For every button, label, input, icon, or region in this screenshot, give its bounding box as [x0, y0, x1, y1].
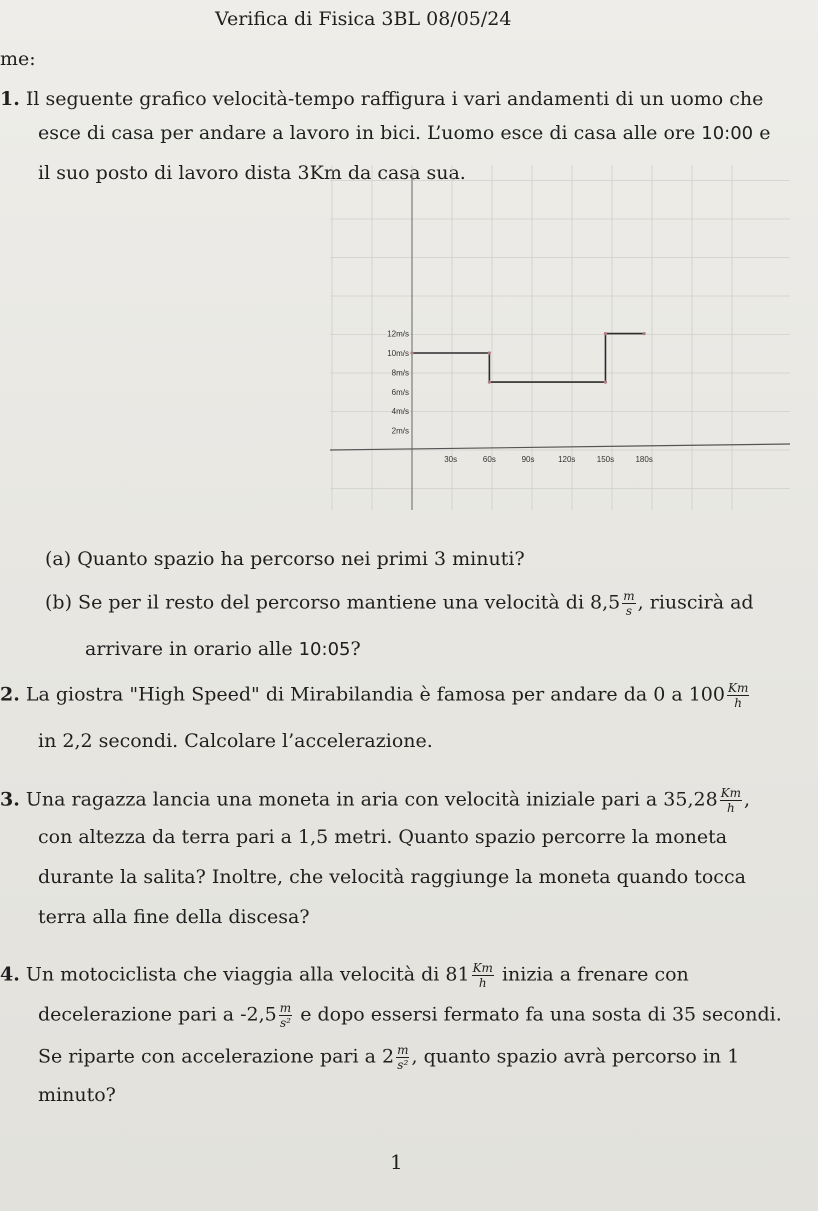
chart-y-ticks	[387, 330, 409, 436]
q1a-text: Quanto spazio ha percorso nei primi 3 minuti?	[77, 548, 525, 570]
q3-line3: durante la salita? Inoltre, che velocità raggiunge la moneta quando tocca	[38, 866, 746, 888]
q4-unit1: $\frac{Km}{h}$	[472, 961, 493, 990]
q1-text-1: Il seguente grafico velocità-tempo raffigura i vari andamenti di un uomo che	[25, 88, 764, 110]
q1b	[45, 590, 754, 617]
q4-line3: Se riparte con accelerazione pari a 2 $\frac{m}{\text{s²}}$ , quanto spazio avrà percorso in 1	[38, 1043, 740, 1072]
q3-unit: $\frac{Km}{h}$	[720, 786, 742, 815]
q1-line3: il suo posto di lavoro dista 3Km da casa sua.	[38, 162, 466, 184]
q1-line2	[38, 122, 770, 145]
q4-unit2: $\frac{m}{\text{s²}}$	[279, 1001, 292, 1030]
x-tick-label: 120s	[558, 455, 576, 464]
page-number: 1	[390, 1150, 403, 1174]
q2-number: 2.	[0, 683, 20, 706]
q1-text-2a: esce di casa per andare a lavoro in bici. L’uomo esce di casa alle ore	[38, 122, 696, 144]
series-point	[488, 351, 491, 354]
q1b-text-post: , riuscirà ad	[637, 591, 754, 614]
velocity-time-chart	[330, 165, 790, 510]
y-tick-label: 4m/s	[391, 407, 409, 417]
q1-line1	[0, 88, 763, 111]
q1-time: 10:00	[701, 123, 754, 144]
q1b-unit: $\frac{m}{s}$	[623, 589, 635, 618]
x-tick-label: 150s	[596, 455, 615, 464]
y-tick-label: 8m/s	[391, 368, 409, 378]
q4-line2: decelerazione pari a -2,5 $\frac{m}{\text{s²}}$ e dopo essersi fermato fa una sosta di 35 secondi.	[38, 1001, 782, 1030]
q3-line1: 3. Una ragazza lancia una moneta in aria con velocità iniziale pari a 35,28 $\frac{Km}{h}$ ,	[0, 786, 751, 815]
y-tick-label: 10m/s	[387, 349, 409, 358]
q3-line2: con altezza da terra pari a 1,5 metri. Quanto spazio percorre la moneta	[38, 826, 728, 848]
name-label: me:	[0, 48, 36, 70]
q1b-time: 10:05	[298, 639, 351, 660]
x-tick-label: 60s	[482, 455, 496, 464]
series-point	[604, 332, 607, 335]
series-point	[643, 332, 646, 335]
chart-series	[410, 332, 645, 384]
x-tick-label: 180s	[635, 455, 653, 464]
q1a-label: (a)	[45, 548, 72, 570]
q3-number: 3.	[0, 788, 20, 811]
q4-number: 4.	[0, 963, 20, 986]
q1-number: 1.	[0, 88, 20, 110]
q4-line4: minuto?	[38, 1084, 116, 1106]
series-point	[410, 351, 413, 354]
q1b-line2: arrivare in orario alle 10:05?	[85, 638, 361, 660]
q1b-label: (b)	[45, 591, 72, 614]
chart-x-ticks	[444, 455, 653, 464]
exam-title: Verifica di Fisica 3BL 08/05/24	[215, 8, 512, 30]
x-axis	[330, 444, 790, 450]
q1-text-2b: e	[759, 122, 771, 144]
q2-line2: in 2,2 secondi. Calcolare l’accelerazione.	[38, 730, 433, 752]
y-tick-label: 12m/s	[387, 329, 409, 339]
x-tick-label: 90s	[521, 455, 535, 464]
series-point	[604, 381, 607, 384]
q4-unit3: $\frac{m}{\text{s²}}$	[397, 1043, 409, 1072]
q1a	[45, 548, 525, 571]
y-tick-label: 2m/s	[391, 426, 409, 436]
q2-unit: $\frac{Km}{h}$	[728, 681, 749, 710]
q3-line4: terra alla fine della discesa?	[38, 906, 310, 928]
q4-line1: 4. Un motociclista che viaggia alla velocità di 81 $\frac{Km}{h}$ inizia a frenare con	[0, 961, 689, 990]
y-tick-label: 6m/s	[391, 387, 409, 397]
q2-line1: 2. La giostra "High Speed" di Mirabilandia è famosa per andare da 0 a 100 $\frac{Km}{h}$	[0, 681, 749, 710]
x-tick-label: 30s	[444, 455, 458, 464]
series-point	[488, 381, 491, 384]
q1b-text: Se per il resto del percorso mantiene una velocità di 8,5	[78, 591, 621, 614]
